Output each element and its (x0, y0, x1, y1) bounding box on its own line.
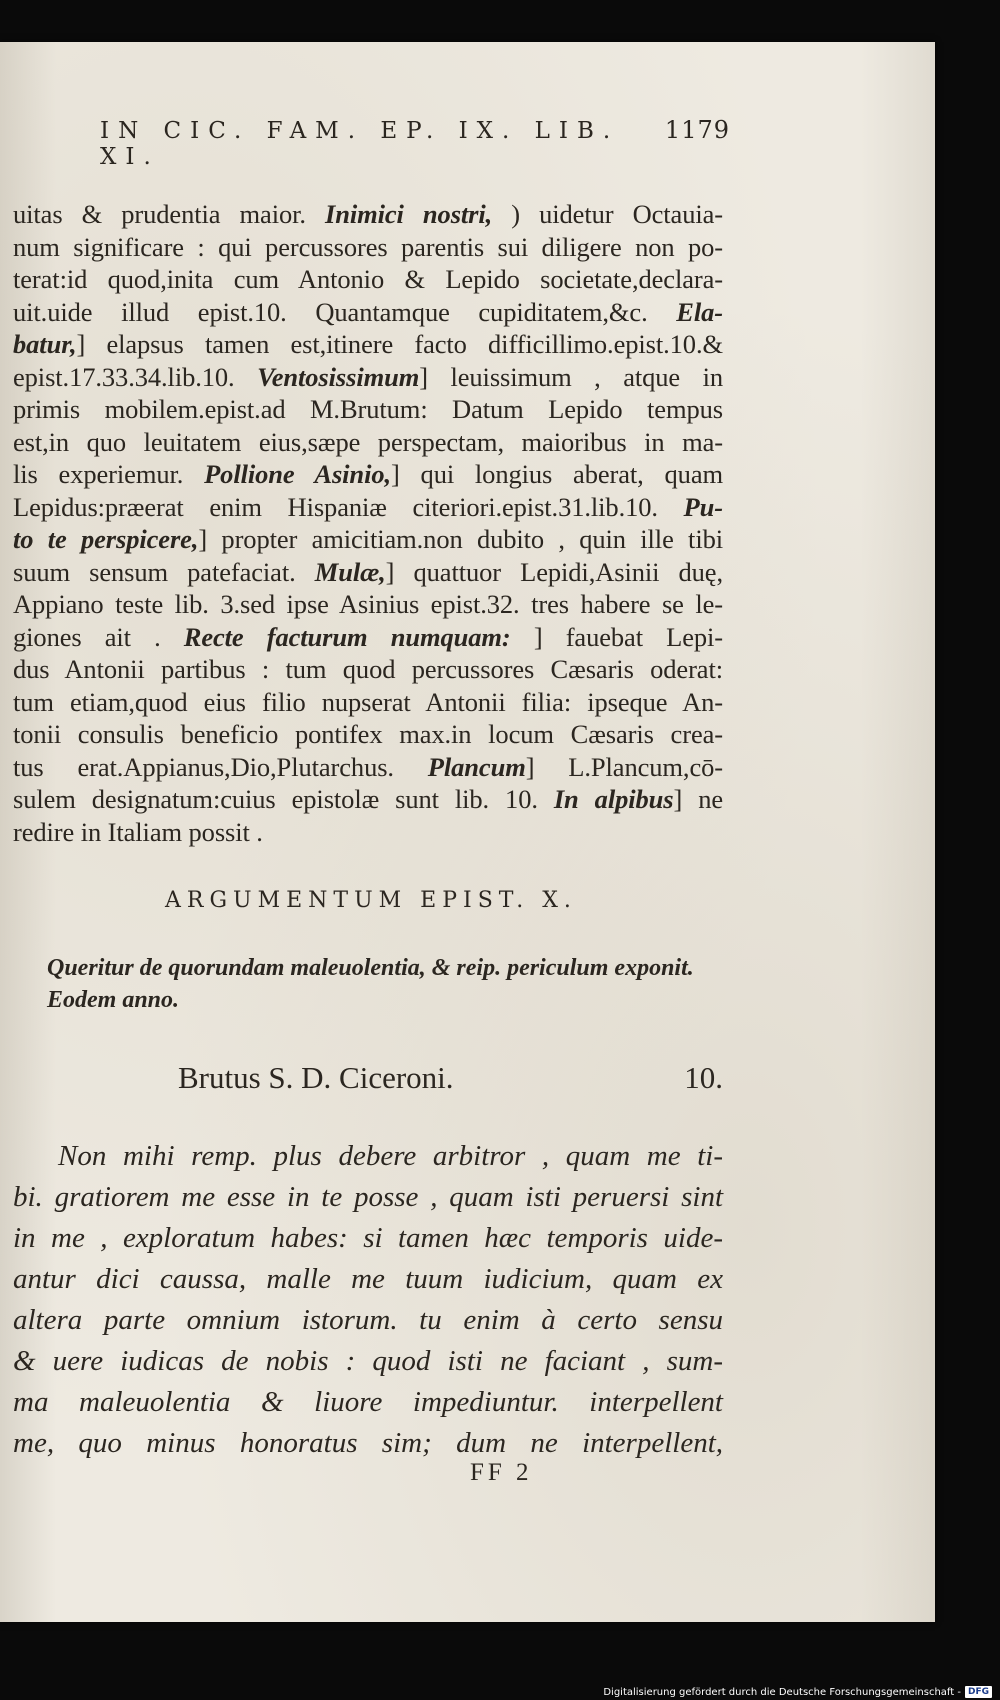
commentary-line (13, 751, 723, 784)
letter-line: & uere iudicas de nobis : quod isti ne faciant , sum- (13, 1345, 723, 1377)
commentary-run: tus erat.Appianus,Dio,Plutarchus. (13, 751, 428, 782)
commentary-line (13, 523, 723, 556)
commentary-run: redire in Italiam possit . (13, 816, 263, 847)
letter-line: ma maleuolentia & liuore impediuntur. interpellent (13, 1386, 723, 1418)
lemma: Plancum (427, 751, 526, 782)
lemma: batur, (13, 329, 77, 359)
letter-line: bi. gratiorem me esse in te posse , quam isti peruersi sint (13, 1181, 723, 1213)
commentary-line (13, 426, 723, 459)
commentary-line (13, 458, 723, 491)
book-page (0, 42, 935, 1622)
letter-line: Non mihi remp. plus debere arbitror , quam me ti- (58, 1140, 723, 1172)
commentary-run: dus Antonii partibus : tum quod percussores Cæsaris oderat: (13, 654, 723, 684)
letter-line: antur dici caussa, malle me tuum iudicium, quam ex (13, 1263, 723, 1295)
footer-credit-text: Digitalisierung gefördert durch die Deutsche Forschungsgemeinschaft - (603, 1686, 961, 1698)
commentary-line (13, 653, 723, 686)
commentary-run: ] elapsus tamen est,itinere facto difficillimo.epist.10.& (76, 329, 723, 359)
commentary-run: epist.17.33.34.lib.10. (13, 361, 258, 392)
letter-body (13, 1136, 723, 1464)
commentary-run: ] quattuor Lepidi,Asinii duę, (385, 556, 723, 587)
letter-line: in me , exploratum habes: si tamen hæc temporis uide- (13, 1222, 723, 1254)
lemma: Ela- (676, 296, 723, 327)
commentary-run: ] leuissimum , atque in (419, 361, 723, 392)
commentary-line (13, 718, 723, 751)
commentary-run: num significare : qui percussores parentis sui diligere non po- (13, 231, 723, 262)
letter-number: 10. (684, 1060, 723, 1095)
commentary-line (13, 231, 723, 264)
commentary-line (13, 361, 723, 394)
commentary-line (13, 328, 723, 361)
dfg-logo: DFG (965, 1686, 992, 1698)
signature-mark: FF 2 (470, 1459, 533, 1486)
lemma: Ventosissimum (257, 361, 420, 392)
commentary-run: uitas & prudentia maior. (13, 199, 325, 229)
page-number: 1179 (664, 116, 730, 144)
letter-heading (178, 1060, 723, 1096)
commentary-line (13, 816, 723, 849)
commentary-run: ] qui longius aberat, quam (391, 459, 723, 489)
commentary-text (13, 198, 723, 848)
commentary-run: ] propter amicitiam.non dubito , quin ille tibi (198, 524, 723, 554)
commentary-line (13, 783, 723, 816)
commentary-line (13, 556, 723, 589)
commentary-run: suum sensum patefaciat. (13, 556, 315, 587)
argumentum-heading: ARGUMENTUM EPIST. X. (165, 888, 577, 913)
lemma: Mulæ, (314, 556, 386, 587)
commentary-run: uit.uide illud epist.10. Quantamque cupiditatem,&c. (13, 296, 677, 327)
commentary-line (13, 263, 723, 296)
letter-title: Brutus S. D. Ciceroni. (178, 1060, 454, 1095)
commentary-line (13, 296, 723, 329)
commentary-run: ) uidetur Octauia- (492, 199, 723, 229)
commentary-run: tum etiam,quod eius filio nupserat Antonii filia: ipseque An- (13, 686, 723, 717)
footer-credit (603, 1686, 992, 1698)
commentary-line (13, 491, 723, 524)
commentary-run: ] ne (673, 784, 724, 814)
commentary-line (13, 393, 723, 426)
lemma: Pollione Asinio, (204, 459, 392, 489)
lemma: Recte facturum numquam: (183, 621, 511, 652)
commentary-run: primis mobilem.epist.ad M.Brutum: Datum Lepido tempus (13, 394, 723, 424)
commentary-line (13, 198, 723, 231)
commentary-run: sulem designatum:cuius epistolæ sunt lib. 10. (13, 784, 554, 814)
commentary-run: ] L.Plancum,cō- (525, 751, 723, 782)
lemma: to te perspicere, (13, 524, 199, 554)
commentary-run: lis experiemur. (13, 459, 205, 489)
letter-line: altera parte omnium istorum. tu enim à certo sensu (13, 1304, 723, 1336)
lemma: In alpibus (553, 784, 674, 814)
running-head: IN CIC. FAM. EP. IX. LIB. XI. (100, 118, 620, 170)
lemma: Inimici nostri, (325, 199, 493, 229)
commentary-run: terat:id quod,inita cum Antonio & Lepido societate,declara- (13, 264, 723, 294)
commentary-run: giones ait . (13, 621, 184, 652)
page-header (100, 116, 730, 170)
commentary-run: Appiano teste lib. 3.sed ipse Asinius epist.32. tres habere se le- (13, 589, 723, 619)
letter-line: me, quo minus honoratus sim; dum ne interpellent, (13, 1427, 723, 1459)
commentary-line (13, 621, 723, 654)
commentary-line (13, 588, 723, 621)
argumentum-summary: Queritur de quorundam maleuolentia, & reip. periculum exponit. Eodem anno. (47, 955, 694, 1013)
commentary-run: tonii consulis beneficio pontifex max.in locum Cæsaris crea- (13, 719, 723, 749)
commentary-run: est,in quo leuitatem eius,sæpe perspectam, maioribus in ma- (13, 426, 723, 457)
lemma: Pu- (683, 491, 723, 522)
commentary-run: Lepidus:præerat enim Hispaniæ citeriori.epist.31.lib.10. (13, 491, 684, 522)
commentary-line (13, 686, 723, 719)
commentary-run: ] fauebat Lepi- (510, 621, 724, 652)
